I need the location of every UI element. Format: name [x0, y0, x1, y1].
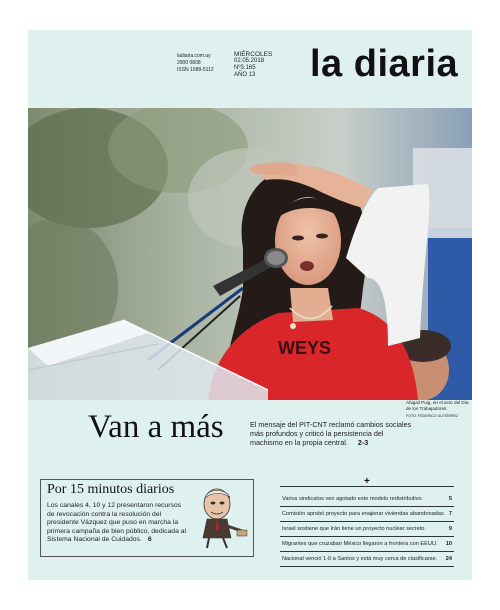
issue-number: Nº3.165 [234, 65, 256, 71]
secondary-story-box [40, 479, 254, 557]
secondary-story-page-ref: 6 [147, 536, 152, 544]
briefs-divider [280, 486, 454, 487]
lead-deck [250, 420, 418, 448]
brief-item[interactable] [280, 492, 454, 507]
deck-text: El mensaje del PIT-CNT reclamó cambios sociales más profundos y criticó la persistencia del machismo en la propia central. [250, 420, 412, 448]
phone-number: 2900 0808 [177, 60, 201, 66]
brief-item[interactable] [280, 552, 454, 567]
photo-credit: FOTO: FEDERICO GUTIÉRREZ [406, 414, 459, 418]
brief-page-ref: 7 [448, 511, 452, 517]
issn-number: ISSN 1688-5112 [177, 67, 214, 73]
shirt-text: WEYS [278, 338, 332, 358]
secondary-story-text: Los canales 4, 10 y 12 presentaron recursos de revocación contra la resolución del presidente Vázquez que puso en marcha la primera campaña de bien público, dedicada al Sistema Nacional de Cuidados. [47, 502, 187, 544]
caricature-illustration [191, 486, 249, 552]
brief-text: Israel sostiene que Irán tiene un proyecto nuclear secreto. [282, 526, 426, 532]
brief-text: Comisión aprobó proyecto para enajenar viviendas abandonadas. [282, 511, 446, 517]
weekday: MIÉRCOLES [234, 51, 273, 58]
brief-page-ref: 24 [445, 556, 452, 562]
caption-text: Abigail Puig, en el acto del Día de los Trabajadores. [406, 400, 469, 411]
photo-caption [406, 400, 472, 419]
masthead-info [177, 53, 214, 74]
secondary-story-title[interactable]: Por 15 minutos diarios [47, 482, 175, 497]
brief-text: Migrantes que cruzaban México llegaron a frontera con EEUU. [282, 541, 438, 547]
briefs-list [280, 492, 454, 567]
year: AÑO 13 [234, 72, 256, 78]
brief-text: Varios sindicatos ven agotado este modelo redistributivo. [282, 496, 424, 502]
brief-item[interactable] [280, 537, 454, 552]
brief-page-ref: 10 [445, 541, 452, 547]
brief-item[interactable] [280, 522, 454, 537]
deck-page-ref: 2-3 [357, 438, 369, 448]
date: 02.05.2018 [234, 58, 265, 64]
brief-text: Nacional venció 1-0 a Santos y está muy cerca de clasificarse. [282, 556, 438, 562]
newspaper-logo: la diaria [310, 43, 459, 85]
newspaper-front-page [28, 30, 472, 580]
secondary-story-body [47, 502, 187, 545]
brief-item[interactable] [280, 507, 454, 522]
lead-headline[interactable]: Van a más [88, 409, 224, 445]
brief-page-ref: 5 [448, 496, 452, 502]
masthead-date [234, 51, 272, 79]
website-url[interactable]: ladiaria.com.uy [177, 53, 211, 59]
plus-icon: + [364, 476, 370, 487]
brief-page-ref: 9 [448, 526, 452, 532]
lead-photo [28, 108, 472, 400]
